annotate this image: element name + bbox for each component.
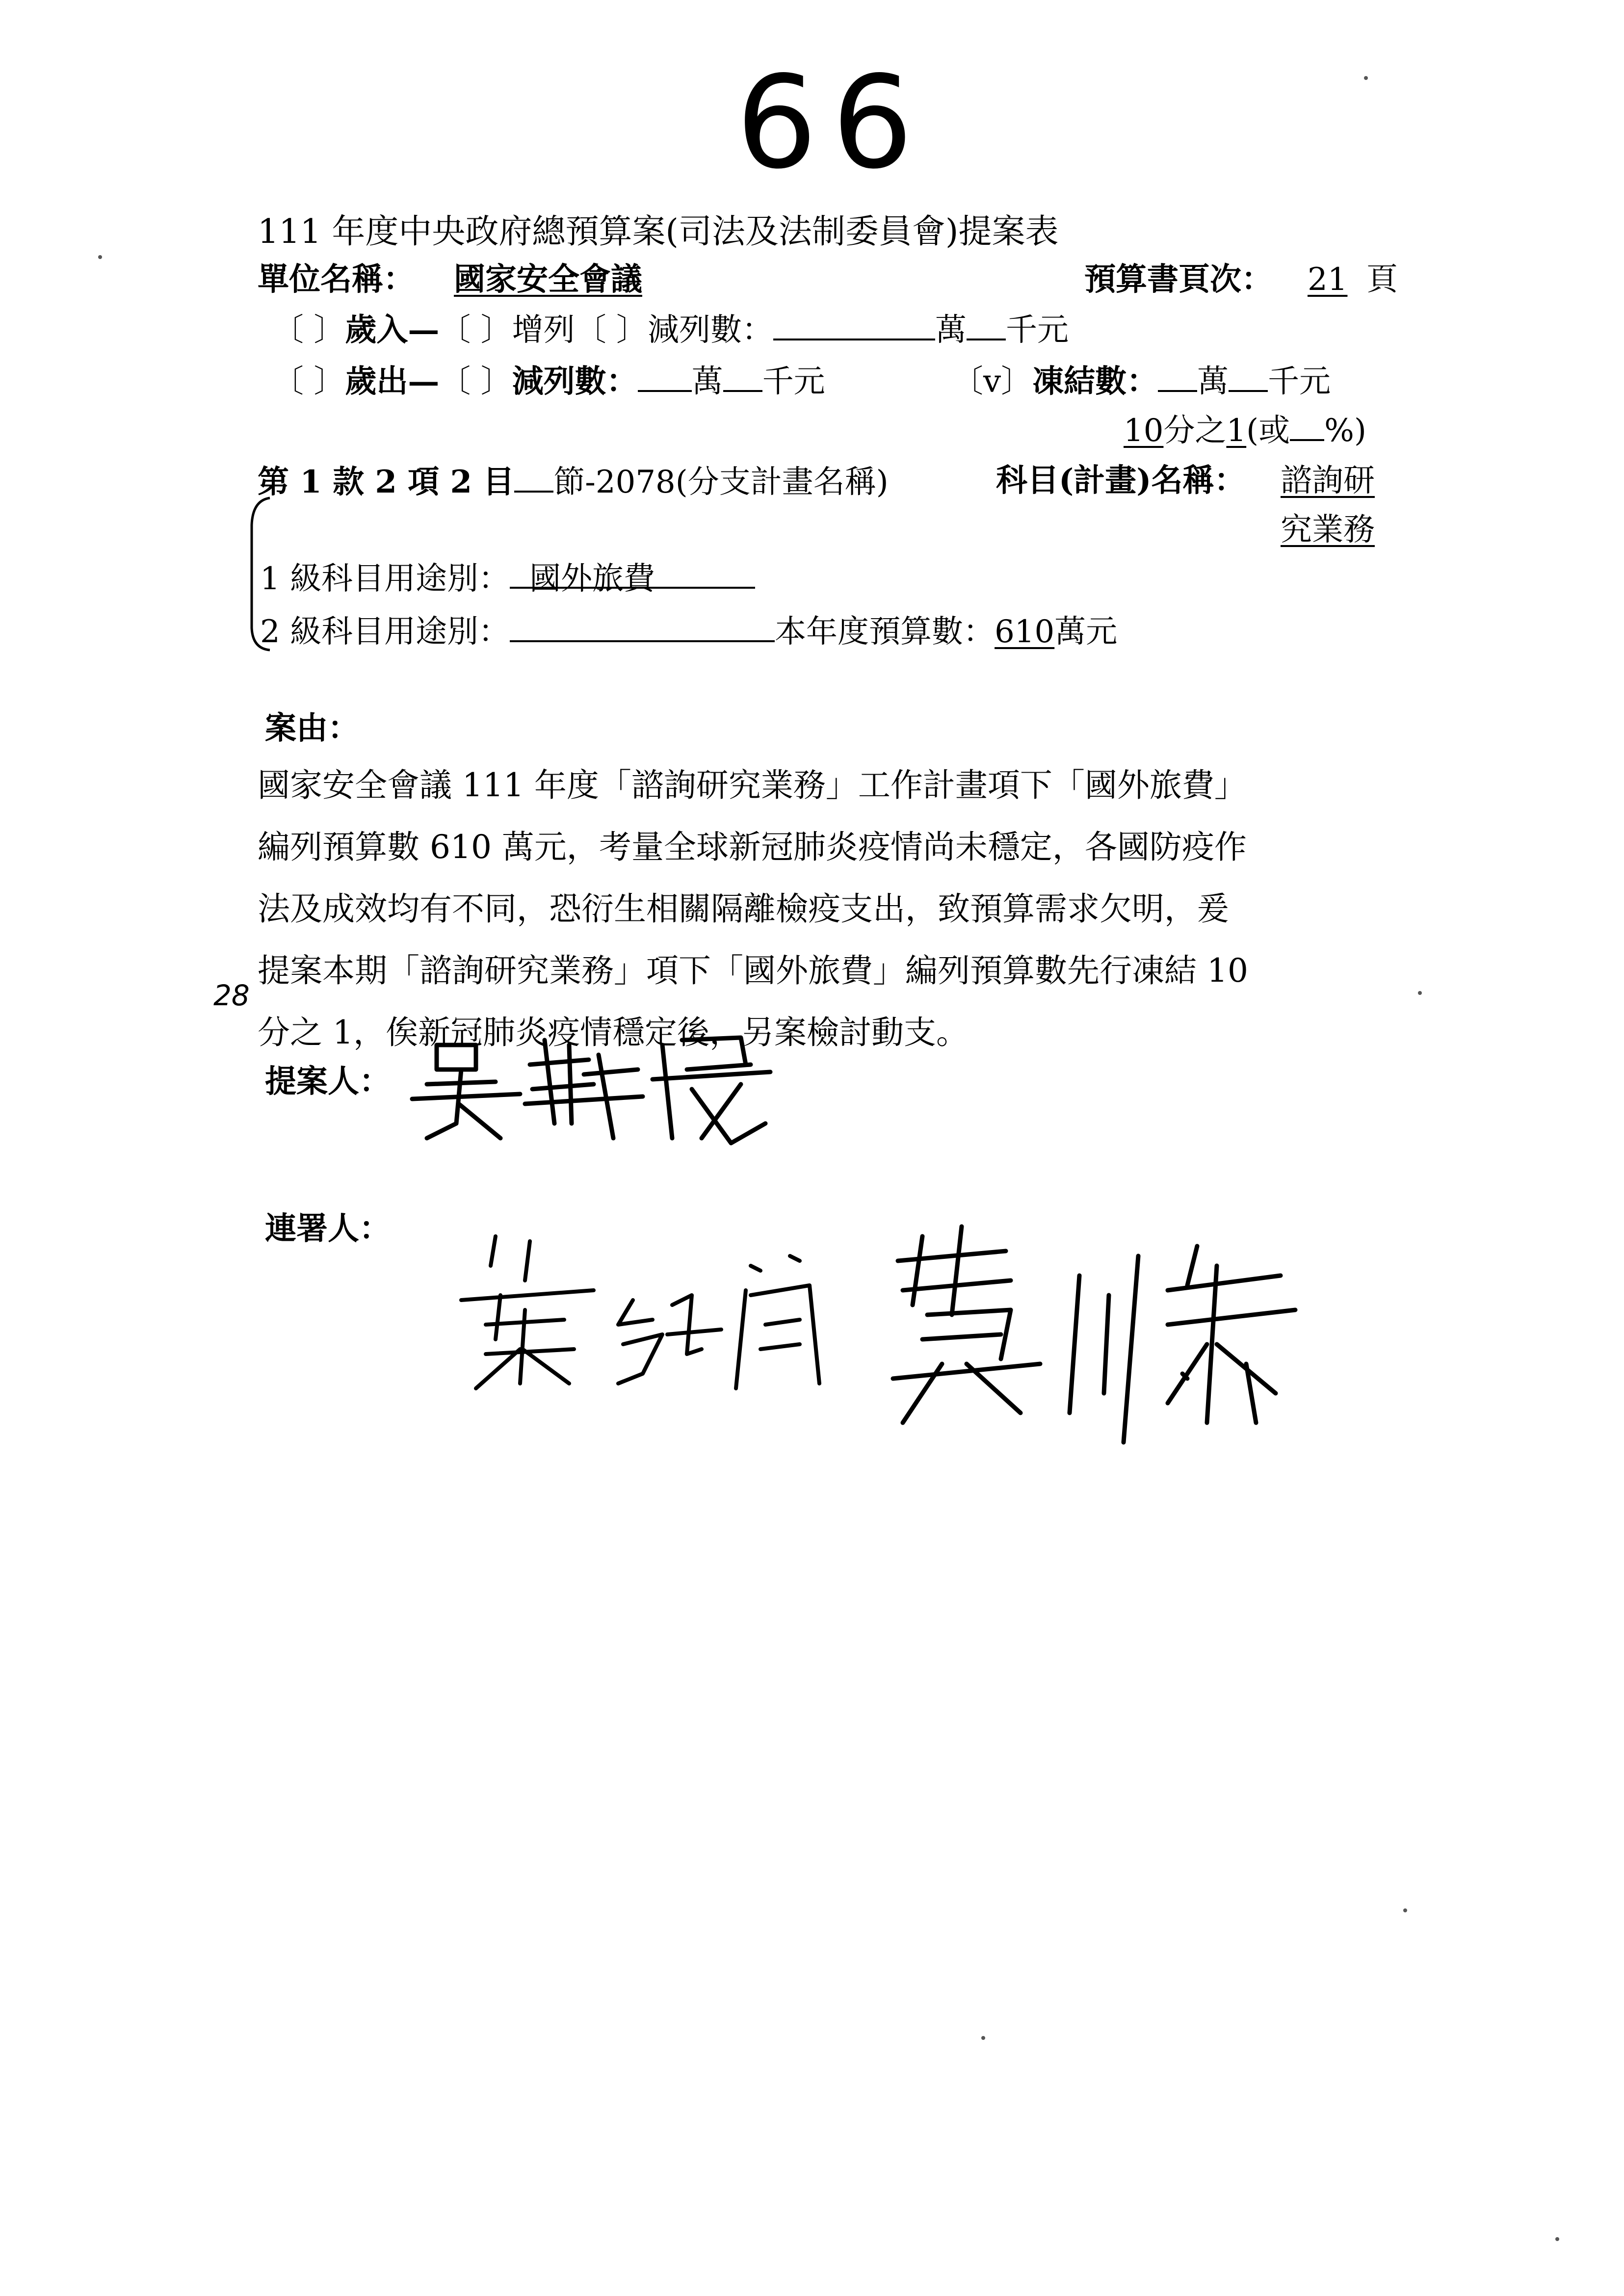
margin-note: 28 <box>213 979 250 1012</box>
revenue-wan-blank <box>773 309 935 340</box>
usage-level1-label: 1 級科目用途別： <box>260 561 510 597</box>
subject-jie: 節-2078(分支計畫名稱) <box>553 464 889 500</box>
scan-speck <box>1418 991 1422 995</box>
fraction-denominator: 10 <box>1124 413 1164 449</box>
budget-unit: 萬元 <box>1054 614 1118 650</box>
usage-level1-value: 國外旅費 <box>529 561 655 597</box>
subject-name-value-1: 諮詢研 <box>1281 463 1375 499</box>
usage-level1-field <box>510 559 755 597</box>
reason-line-4: 提案本期「諮詢研究業務」項下「國外旅費」編列預算數先行凍結 10 <box>258 952 1248 990</box>
reason-heading: 案由： <box>265 710 359 747</box>
expense-cut-checkbox: 〔 〕 <box>439 364 512 400</box>
usage-level1 <box>260 559 755 599</box>
expense-wan-unit: 萬 <box>691 364 723 400</box>
cosigner-signature-1 <box>456 1226 849 1423</box>
page-unit: 頁 <box>1366 261 1398 298</box>
freeze-label: 凍結數： <box>1032 363 1158 400</box>
expense-qian-blank <box>723 361 762 392</box>
cosigners-label: 連署人： <box>265 1210 391 1247</box>
scan-speck <box>1403 1908 1407 1912</box>
freeze-qian-unit: 千元 <box>1268 364 1331 400</box>
page-value: 21 <box>1308 261 1348 298</box>
subject-prefix: 第 1 款 2 項 2 目 <box>258 464 515 500</box>
reason-line-3: 法及成效均有不同，恐衍生相關隔離檢疫支出，致預算需求欠明，爰 <box>258 890 1229 928</box>
expense-checkbox: 〔 〕 <box>272 364 345 400</box>
revenue-label: 歲入— <box>345 312 440 348</box>
usage-level2 <box>260 611 1117 652</box>
expense-wan-blank <box>638 361 692 392</box>
cosigner-signature-2 <box>893 1217 1320 1452</box>
revenue-checkbox: 〔 〕 <box>272 312 345 348</box>
revenue-line <box>272 309 1069 350</box>
expense-qian-unit: 千元 <box>762 364 825 400</box>
scan-speck <box>1555 2237 1559 2241</box>
proposer-label: 提案人： <box>265 1063 391 1100</box>
subject-name-label: 科目(計畫)名稱： <box>996 462 1246 499</box>
budget-label: 本年度預算數： <box>775 614 995 650</box>
form-title: 111 年度中央政府總預算案(司法及法制委員會)提案表 <box>258 212 1059 251</box>
budget-value: 610 <box>995 614 1055 650</box>
revenue-qian-blank <box>967 309 1006 340</box>
revenue-add-option: 〔 〕增列 <box>439 312 575 348</box>
expense-line <box>272 361 825 401</box>
page-label: 預算書頁次： <box>1084 261 1273 298</box>
fraction-line <box>1124 410 1366 450</box>
fraction-or: (或 <box>1246 413 1290 449</box>
fraction-numerator: 1 <box>1226 413 1247 449</box>
unit-label: 單位名稱： <box>258 261 415 298</box>
freeze-checkbox: 〔v〕 <box>952 364 1033 400</box>
freeze-qian-blank <box>1229 361 1268 392</box>
expense-cut-option: 減列數： <box>512 363 638 400</box>
revenue-cut-option: 〔 〕減列數： <box>575 312 774 348</box>
usage-level2-blank <box>510 611 775 642</box>
freeze-wan-unit: 萬 <box>1197 364 1229 400</box>
subject-line <box>258 461 889 502</box>
scan-speck <box>1364 76 1368 80</box>
revenue-wan-unit: 萬 <box>935 312 967 348</box>
fraction-text: 分之 <box>1163 413 1227 449</box>
scan-speck <box>98 255 102 259</box>
unit-value: 國家安全會議 <box>454 261 642 298</box>
reason-line-5: 分之 1，俟新冠肺炎疫情穩定後，另案檢討動支。 <box>258 1014 969 1051</box>
subject-name-value-2: 究業務 <box>1281 512 1375 548</box>
fraction-percent: %) <box>1324 413 1366 449</box>
revenue-qian-unit: 千元 <box>1006 312 1069 348</box>
fraction-percent-blank <box>1290 410 1324 441</box>
usage-level2-label: 2 級科目用途別： <box>260 614 510 650</box>
reason-body <box>258 755 1401 1064</box>
subject-jie-blank <box>514 461 553 493</box>
proposer-signature <box>407 1025 780 1153</box>
reason-line-2: 編列預算數 610 萬元，考量全球新冠肺炎疫情尚未穩定，各國防疫作 <box>258 828 1247 866</box>
reason-line-1: 國家安全會議 111 年度「諮詢研究業務」工作計畫項下「國外旅費」 <box>258 766 1247 804</box>
freeze-section <box>952 361 1331 401</box>
expense-label: 歲出— <box>345 363 440 400</box>
page-number-handwritten: 66 <box>736 49 928 197</box>
scan-speck <box>981 2036 985 2040</box>
freeze-wan-blank <box>1158 361 1197 392</box>
